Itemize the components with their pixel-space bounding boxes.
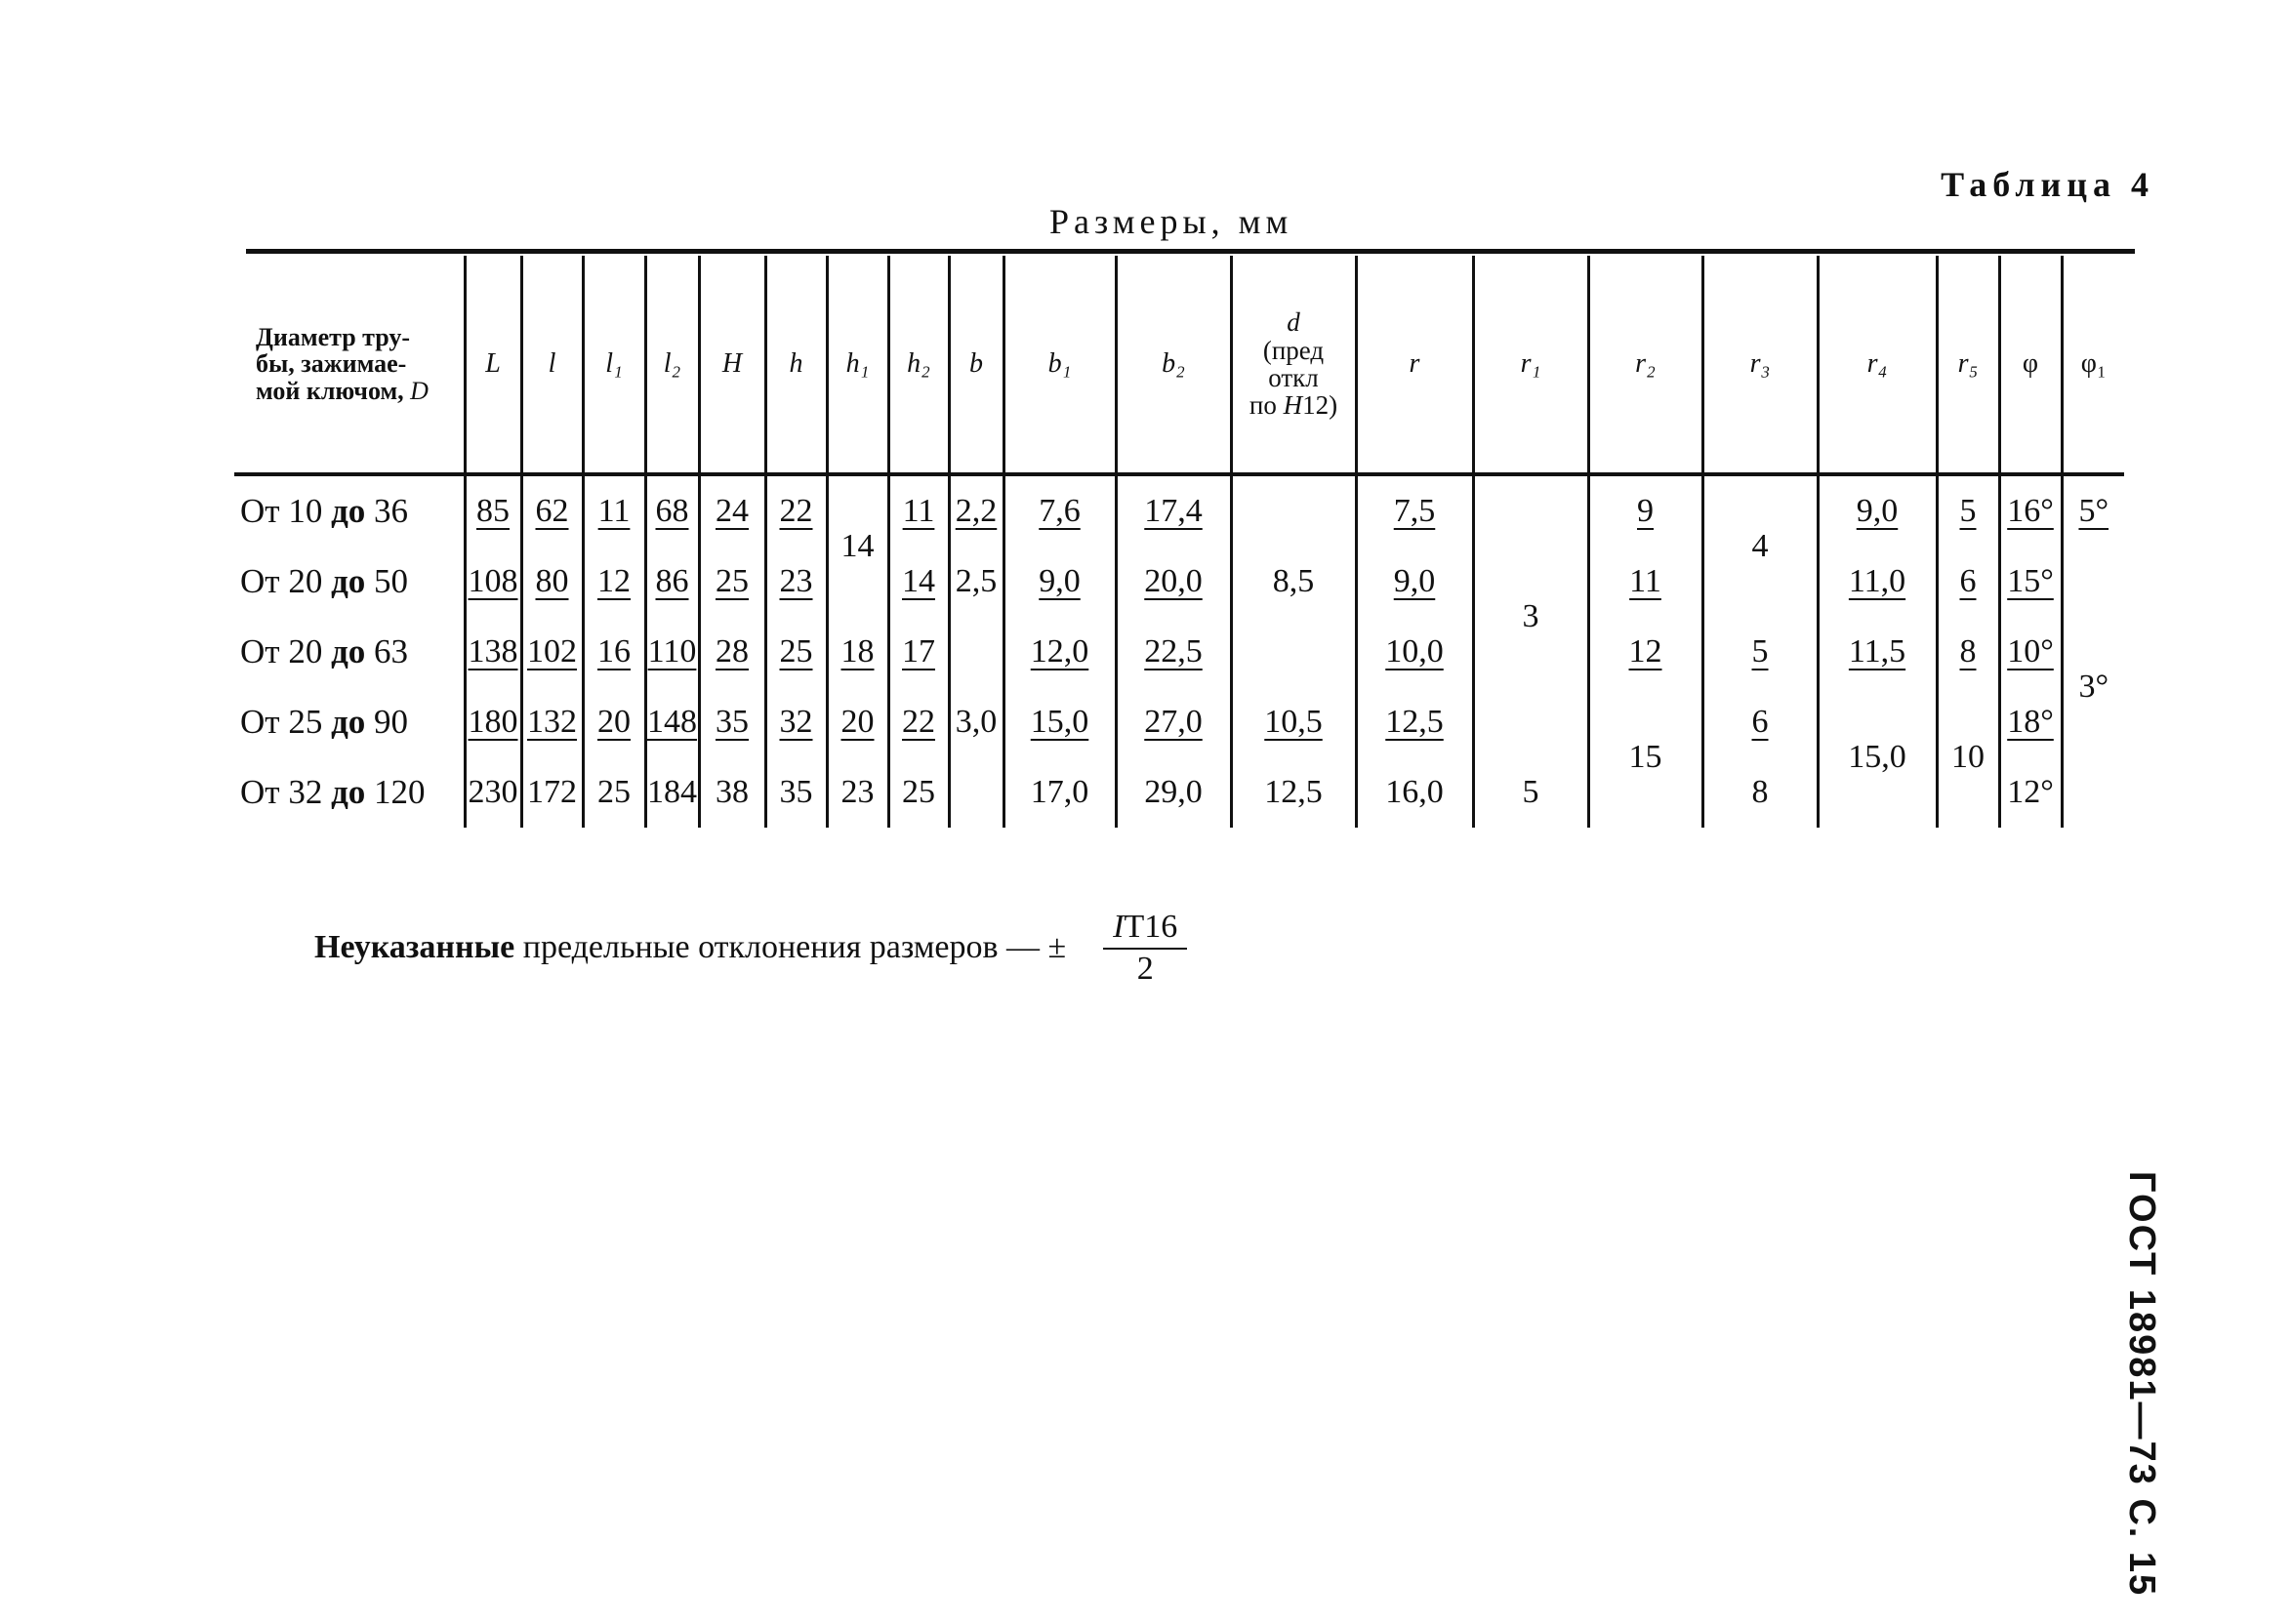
cell-H: 24: [699, 474, 765, 547]
cell-r5: 6: [1937, 547, 1999, 617]
cell-H: 25: [699, 547, 765, 617]
cell-h2: 11: [888, 474, 949, 547]
range-max: 63: [374, 632, 409, 670]
fraction-numerator-rest: T16: [1124, 909, 1178, 945]
header-l: l: [521, 256, 583, 474]
header-r3: r₃: [1702, 256, 1818, 474]
header-diameter-line-3: мой ключом,: [256, 376, 411, 405]
range-max: 50: [374, 562, 409, 600]
cell-d-merged: 8,5: [1231, 474, 1356, 687]
cell-r2-merged: 15: [1588, 687, 1702, 828]
header-diameter-line-1: Диаметр тру-: [256, 323, 411, 352]
cell-r2: 12: [1588, 617, 1702, 687]
cell-h: 35: [765, 757, 827, 828]
cell-b2: 29,0: [1116, 757, 1231, 828]
header-b1: b₁: [1003, 256, 1116, 474]
cell-l1: 12: [583, 547, 645, 617]
cell-l2: 110: [645, 617, 699, 687]
range-cell: [234, 474, 465, 547]
table-row: [234, 617, 2124, 687]
range-min: 20: [288, 632, 323, 670]
header-phi: φ: [1999, 256, 2062, 474]
cell-r1-merged: 3: [1473, 474, 1588, 757]
cell-l2: 184: [645, 757, 699, 828]
range-cell: [234, 617, 465, 687]
cell-h: 32: [765, 687, 827, 757]
cell-phi1-merged: 3°: [2062, 547, 2124, 828]
cell-r: 12,5: [1356, 687, 1473, 757]
cell-b1: 15,0: [1003, 687, 1116, 757]
range-max: 36: [374, 492, 409, 530]
cell-L: 230: [465, 757, 521, 828]
cell-b-merged: 3,0: [949, 617, 1003, 828]
cell-b1: 17,0: [1003, 757, 1116, 828]
cell-b1: 7,6: [1003, 474, 1116, 547]
header-H: H: [699, 256, 765, 474]
header-h2: h₂: [888, 256, 949, 474]
cell-l1: 25: [583, 757, 645, 828]
note-text: [314, 929, 1066, 966]
fraction-numerator-italic: I: [1113, 909, 1125, 945]
cell-l2: 68: [645, 474, 699, 547]
cell-d: 10,5: [1231, 687, 1356, 757]
range-to: до: [331, 773, 366, 811]
cell-l: 172: [521, 757, 583, 828]
header-diameter-line-2: бы, зажимае-: [256, 349, 407, 379]
header-h1: h₁: [827, 256, 888, 474]
cell-l: 132: [521, 687, 583, 757]
cell-phi: 18°: [1999, 687, 2062, 757]
cell-b1: 9,0: [1003, 547, 1116, 617]
range-to: до: [331, 562, 366, 600]
cell-h1-merged: 14: [827, 474, 888, 617]
header-d-line-4: по: [1249, 390, 1284, 421]
cell-b2: 22,5: [1116, 617, 1231, 687]
header-phi1: φ₁: [2062, 256, 2124, 474]
cell-l2: 86: [645, 547, 699, 617]
gost-page-label: ГОСТ 18981—73 С. 15: [2121, 1171, 2162, 1598]
range-from: От: [240, 492, 280, 530]
cell-b: 2,2: [949, 474, 1003, 547]
cell-l1: 16: [583, 617, 645, 687]
cell-r3: 8: [1702, 757, 1818, 828]
cell-L: 180: [465, 687, 521, 757]
cell-H: 38: [699, 757, 765, 828]
cell-r2: 11: [1588, 547, 1702, 617]
header-d-tail: 12): [1302, 390, 1338, 421]
cell-l: 62: [521, 474, 583, 547]
fraction-denominator: 2: [1136, 951, 1154, 988]
cell-r3-merged: 4: [1702, 474, 1818, 617]
cell-b: 2,5: [949, 547, 1003, 617]
header-L: L: [465, 256, 521, 474]
tolerance-fraction: [1103, 908, 1187, 988]
header-r1: r₁: [1473, 256, 1588, 474]
header-d-line-2: (пред: [1262, 335, 1325, 365]
cell-h: 23: [765, 547, 827, 617]
range-from: От: [240, 773, 280, 811]
dimensions-table: [234, 256, 2124, 828]
cell-d: 12,5: [1231, 757, 1356, 828]
cell-H: 28: [699, 617, 765, 687]
cell-L: 85: [465, 474, 521, 547]
cell-b2: 27,0: [1116, 687, 1231, 757]
cell-h: 25: [765, 617, 827, 687]
cell-b2: 20,0: [1116, 547, 1231, 617]
header-d-line-3: откл: [1268, 363, 1319, 392]
header-r: r: [1356, 256, 1473, 474]
cell-b2: 17,4: [1116, 474, 1231, 547]
top-rule: [246, 249, 2135, 254]
cell-phi1: 5°: [2062, 474, 2124, 547]
cell-r: 10,0: [1356, 617, 1473, 687]
header-d: [1231, 256, 1356, 474]
cell-l2: 148: [645, 687, 699, 757]
range-from: От: [240, 632, 280, 670]
cell-r4: 11,5: [1818, 617, 1937, 687]
cell-h1: 20: [827, 687, 888, 757]
table-row: [234, 547, 2124, 617]
cell-phi: 12°: [1999, 757, 2062, 828]
cell-b1: 12,0: [1003, 617, 1116, 687]
cell-r4: 11,0: [1818, 547, 1937, 617]
cell-h: 22: [765, 474, 827, 547]
cell-l: 80: [521, 547, 583, 617]
cell-h2: 17: [888, 617, 949, 687]
cell-l: 102: [521, 617, 583, 687]
table-row: [234, 474, 2124, 547]
range-max: 120: [374, 773, 426, 811]
range-from: От: [240, 562, 280, 600]
header-diameter-symbol: D: [410, 376, 429, 405]
cell-h2: 25: [888, 757, 949, 828]
range-max: 90: [374, 703, 409, 741]
cell-r5-merged: 10: [1937, 687, 1999, 828]
header-d-symbol: d: [1287, 307, 1300, 338]
range-cell: [234, 547, 465, 617]
note-text-bold: Неуказанные: [314, 929, 515, 966]
tolerance-note: [314, 908, 1187, 988]
cell-r3: 5: [1702, 617, 1818, 687]
cell-r4-merged: 15,0: [1818, 687, 1937, 828]
cell-l1: 11: [583, 474, 645, 547]
cell-L: 108: [465, 547, 521, 617]
cell-r: 7,5: [1356, 474, 1473, 547]
range-cell: [234, 757, 465, 828]
cell-phi: 16°: [1999, 474, 2062, 547]
header-row: [234, 256, 2124, 474]
cell-r: 16,0: [1356, 757, 1473, 828]
note-text-rest: предельные отклонения размеров — ±: [514, 929, 1067, 966]
cell-r5: 8: [1937, 617, 1999, 687]
cell-r4: 9,0: [1818, 474, 1937, 547]
table-subtitle: Размеры, мм: [1049, 202, 1293, 241]
cell-phi: 10°: [1999, 617, 2062, 687]
cell-L: 138: [465, 617, 521, 687]
header-l1: l₁: [583, 256, 645, 474]
range-to: до: [331, 703, 366, 741]
cell-h1: 18: [827, 617, 888, 687]
cell-r2: 9: [1588, 474, 1702, 547]
range-to: до: [331, 492, 366, 530]
header-h: h: [765, 256, 827, 474]
range-to: до: [331, 632, 366, 670]
range-min: 25: [288, 703, 323, 741]
header-b: b: [949, 256, 1003, 474]
cell-h2: 14: [888, 547, 949, 617]
cell-h2: 22: [888, 687, 949, 757]
range-min: 20: [288, 562, 323, 600]
range-from: От: [240, 703, 280, 741]
fraction-numerator: [1103, 908, 1187, 950]
range-min: 32: [288, 773, 323, 811]
header-b2: b₂: [1116, 256, 1231, 474]
header-diameter: [234, 256, 465, 474]
cell-H: 35: [699, 687, 765, 757]
cell-r3: 6: [1702, 687, 1818, 757]
header-r4: r₄: [1818, 256, 1937, 474]
header-r2: r₂: [1588, 256, 1702, 474]
header-r5: r₅: [1937, 256, 1999, 474]
range-cell: [234, 687, 465, 757]
cell-h1: 23: [827, 757, 888, 828]
table-row: [234, 687, 2124, 757]
header-d-tolerance-symbol: H: [1283, 390, 1303, 421]
cell-r5: 5: [1937, 474, 1999, 547]
cell-r1: 5: [1473, 757, 1588, 828]
range-min: 10: [288, 492, 323, 530]
cell-phi: 15°: [1999, 547, 2062, 617]
cell-r: 9,0: [1356, 547, 1473, 617]
table-caption: Таблица 4: [1941, 165, 2154, 204]
cell-l1: 20: [583, 687, 645, 757]
header-l2: l₂: [645, 256, 699, 474]
